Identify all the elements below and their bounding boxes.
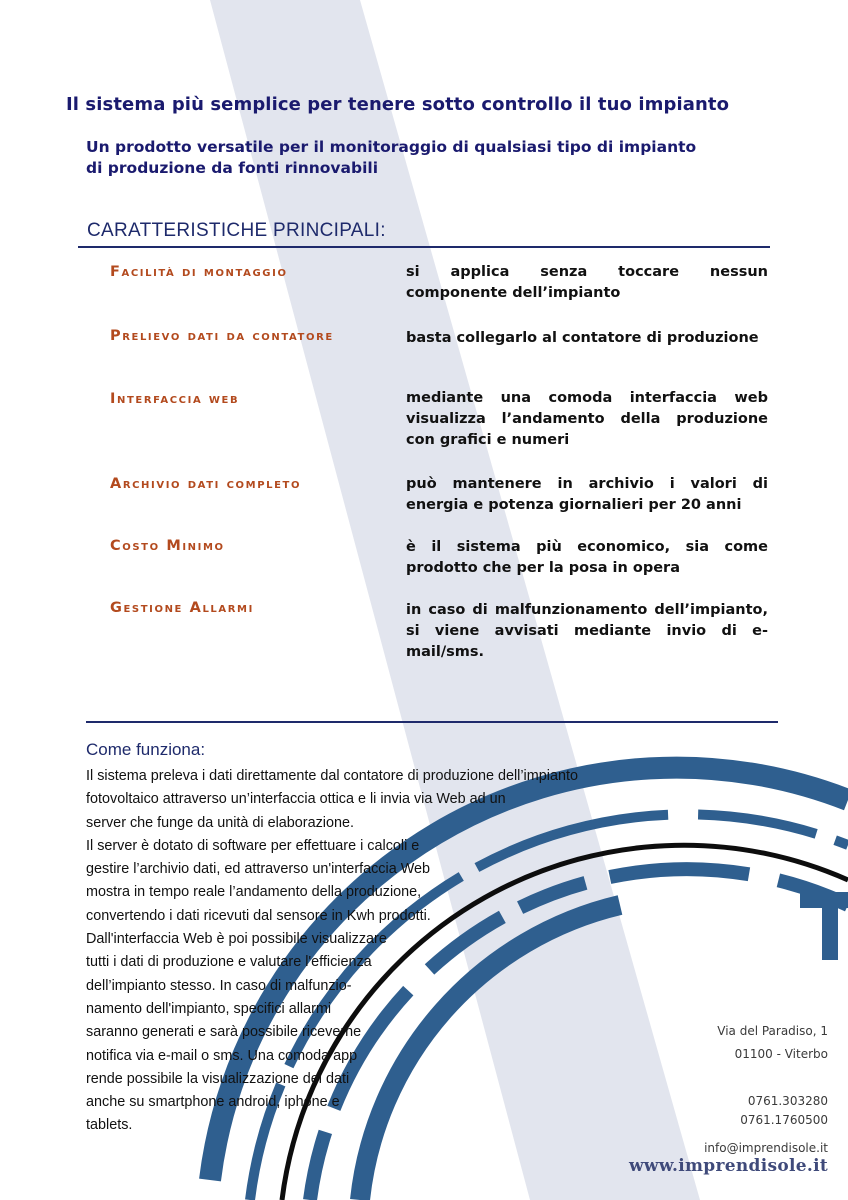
email-link[interactable]: info@imprendisole.it — [704, 1141, 828, 1155]
how-it-works-heading: Come funziona: — [86, 740, 206, 759]
body-line: namento dell'impianto, specifici allarmi — [86, 1000, 332, 1017]
address-line: 01100 - Viterbo — [734, 1047, 828, 1061]
divider — [86, 721, 778, 723]
body-line: mostra in tempo reale l’andamento della produzione, — [86, 884, 422, 901]
body-line: anche su smartphone android, iphone e — [86, 1094, 340, 1111]
divider — [78, 246, 770, 248]
subtitle-line: di produzione da fonti rinnovabili — [86, 159, 379, 177]
feature-name: Interfaccia web — [110, 391, 240, 407]
body-line: dell’impianto stesso. In caso di malfunzio- — [86, 977, 352, 994]
features-heading: CARATTERISTICHE PRINCIPALI: — [87, 220, 386, 241]
address-line: Via del Paradiso, 1 — [717, 1024, 828, 1038]
feature-description: si applica senza toccare nessun componente dell’impianto — [406, 264, 768, 301]
subtitle-line: Un prodotto versatile per il monitoraggio di qualsiasi tipo di impianto — [86, 138, 697, 156]
feature-name: Facilità di montaggio — [110, 264, 288, 280]
feature-name: Costo Minimo — [110, 538, 225, 554]
body-line: server che funge da unità di elaborazione. — [86, 814, 355, 831]
feature-description: basta collegarlo al contatore di produzione — [406, 330, 759, 346]
body-line: convertendo i dati ricevuti dal sensore in Kwh prodotti. — [86, 907, 431, 924]
phone-number: 0761.1760500 — [740, 1113, 828, 1127]
website-link[interactable]: www.imprendisole.it — [628, 1156, 828, 1176]
body-line: Il server è dotato di software per effettuare i calcoli e — [86, 837, 420, 854]
phone-number: 0761.303280 — [747, 1094, 828, 1108]
body-line: gestire l’archivio dati, ed attraverso un'interfaccia Web — [86, 861, 431, 878]
page-title: Il sistema più semplice per tenere sotto controllo il tuo impianto — [66, 94, 730, 115]
subtitle — [86, 137, 696, 179]
body-line: Il sistema preleva i dati direttamente dal contatore di produzione dell’impianto — [86, 768, 578, 784]
body-line: notifica via e-mail o sms. Una comoda app — [86, 1047, 358, 1064]
feature-name: Gestione Allarmi — [110, 600, 254, 616]
feature-description: in caso di malfunzionamento dell’impianto, si viene avvisati mediante invio di e-mail/sms. — [406, 602, 768, 660]
body-line: rende possibile la visualizzazione dei dati — [86, 1070, 350, 1087]
how-it-works-body — [86, 765, 578, 1138]
feature-name: Prelievo dati da contatore — [110, 328, 334, 344]
feature-description: mediante una comoda interfaccia web visualizza l’andamento della produzione con grafici e numeri — [406, 390, 768, 448]
feature-description: è il sistema più economico, sia come prodotto che per la posa in opera — [406, 539, 768, 576]
feature-description: può mantenere in archivio i valori di energia e potenza giornalieri per 20 anni — [406, 476, 768, 513]
body-line: Dall'interfaccia Web è poi possibile visualizzare — [86, 931, 387, 948]
body-line: tablets. — [86, 1117, 133, 1134]
feature-name: Archivio dati completo — [110, 476, 302, 492]
body-line: saranno generati e sarà possibile riceverne — [86, 1024, 362, 1041]
body-line: tutti i dati di produzione e valutare l'efficienza — [86, 954, 372, 971]
body-line: fotovoltaico attraverso un’interfaccia ottica e li invia via Web ad un — [86, 791, 506, 808]
